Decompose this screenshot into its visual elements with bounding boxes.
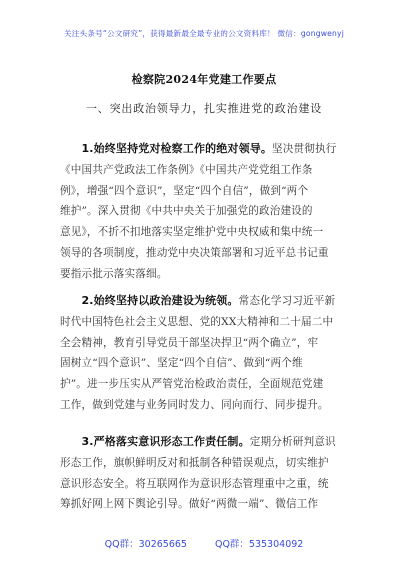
paragraph-line: 固树立“四个意识”、坚定“四个自信”、做到“两个维	[60, 357, 303, 370]
paragraph-line: 维护”。深入贯彻《中共中央关于加强党的政治建设的	[60, 205, 313, 218]
qq-group-2: QQ群：535304092	[214, 539, 304, 550]
paragraph-line: 意见》，不折不扣地落实坚定维护党中央权威和集中统一	[60, 226, 324, 239]
document-title: 检察院2024年党建工作要点	[131, 73, 277, 86]
paragraph-line: 意识形态安全。将互联网作为意识形态管理重中之重，统	[60, 477, 329, 490]
paragraph-line: 护”。进一步压实从严管党治检政治责任，全面规范党建	[60, 378, 324, 391]
paragraph-lead: 1.始终坚持党对检察工作的绝对领导。	[81, 142, 273, 155]
paragraph-line: 形态工作，旗帜鲜明反对和抵制各种错误观点，切实维护	[60, 456, 329, 469]
paragraph-3	[60, 432, 352, 515]
paragraph-line: 例》，增强“四个意识”，坚定“四个自信”，做到“两个	[60, 184, 309, 197]
qq-group-1: QQ群：30265665	[104, 539, 187, 550]
paragraph-2	[60, 291, 352, 416]
paragraph-lead: 3.严格落实意识形态工作责任制。	[81, 435, 250, 448]
paragraph-line: 筹抓好网上网下舆论引导。做好“两微一端”、微信工作	[60, 498, 319, 511]
paragraph-lead: 2.始终坚持以政治建设为统领。	[81, 294, 239, 307]
paragraph-line: 工作，做到党建与业务同时发力、同向而行、同步提升。	[60, 398, 329, 411]
paragraph-text: 常态化学习习近平新	[238, 295, 336, 307]
paragraph-1	[60, 139, 352, 285]
paragraph-line	[60, 432, 352, 453]
paragraph-line: 要指示批示落实落细。	[60, 267, 168, 280]
paragraph-line: 《中国共产党政法工作条例》《中国共产党党组工作条	[60, 163, 313, 176]
promo-banner: 关注头条号“公文研究”，获得最新最全最专业的公文资料库！ 微信：gongwenyj	[63, 29, 345, 38]
paragraph-text: 坚决贯彻执行	[272, 143, 337, 155]
section-heading: 一、突出政治领导力，扎实推进党的政治建设	[86, 102, 322, 115]
paragraph-line: 时代中国特色社会主义思想、党的XX大精神和二十届二中	[60, 315, 334, 328]
footer-contacts	[0, 536, 408, 550]
paragraph-line: 领导的各项制度，推动党中央决策部署和习近平总书记重	[60, 246, 329, 259]
paragraph-line	[60, 139, 352, 160]
paragraph-line	[60, 291, 352, 312]
paragraph-text: 定期分析研判意识	[249, 436, 336, 448]
paragraph-line: 全会精神，教育引导党员干部坚决捍卫“两个确立”，牢	[60, 336, 319, 349]
